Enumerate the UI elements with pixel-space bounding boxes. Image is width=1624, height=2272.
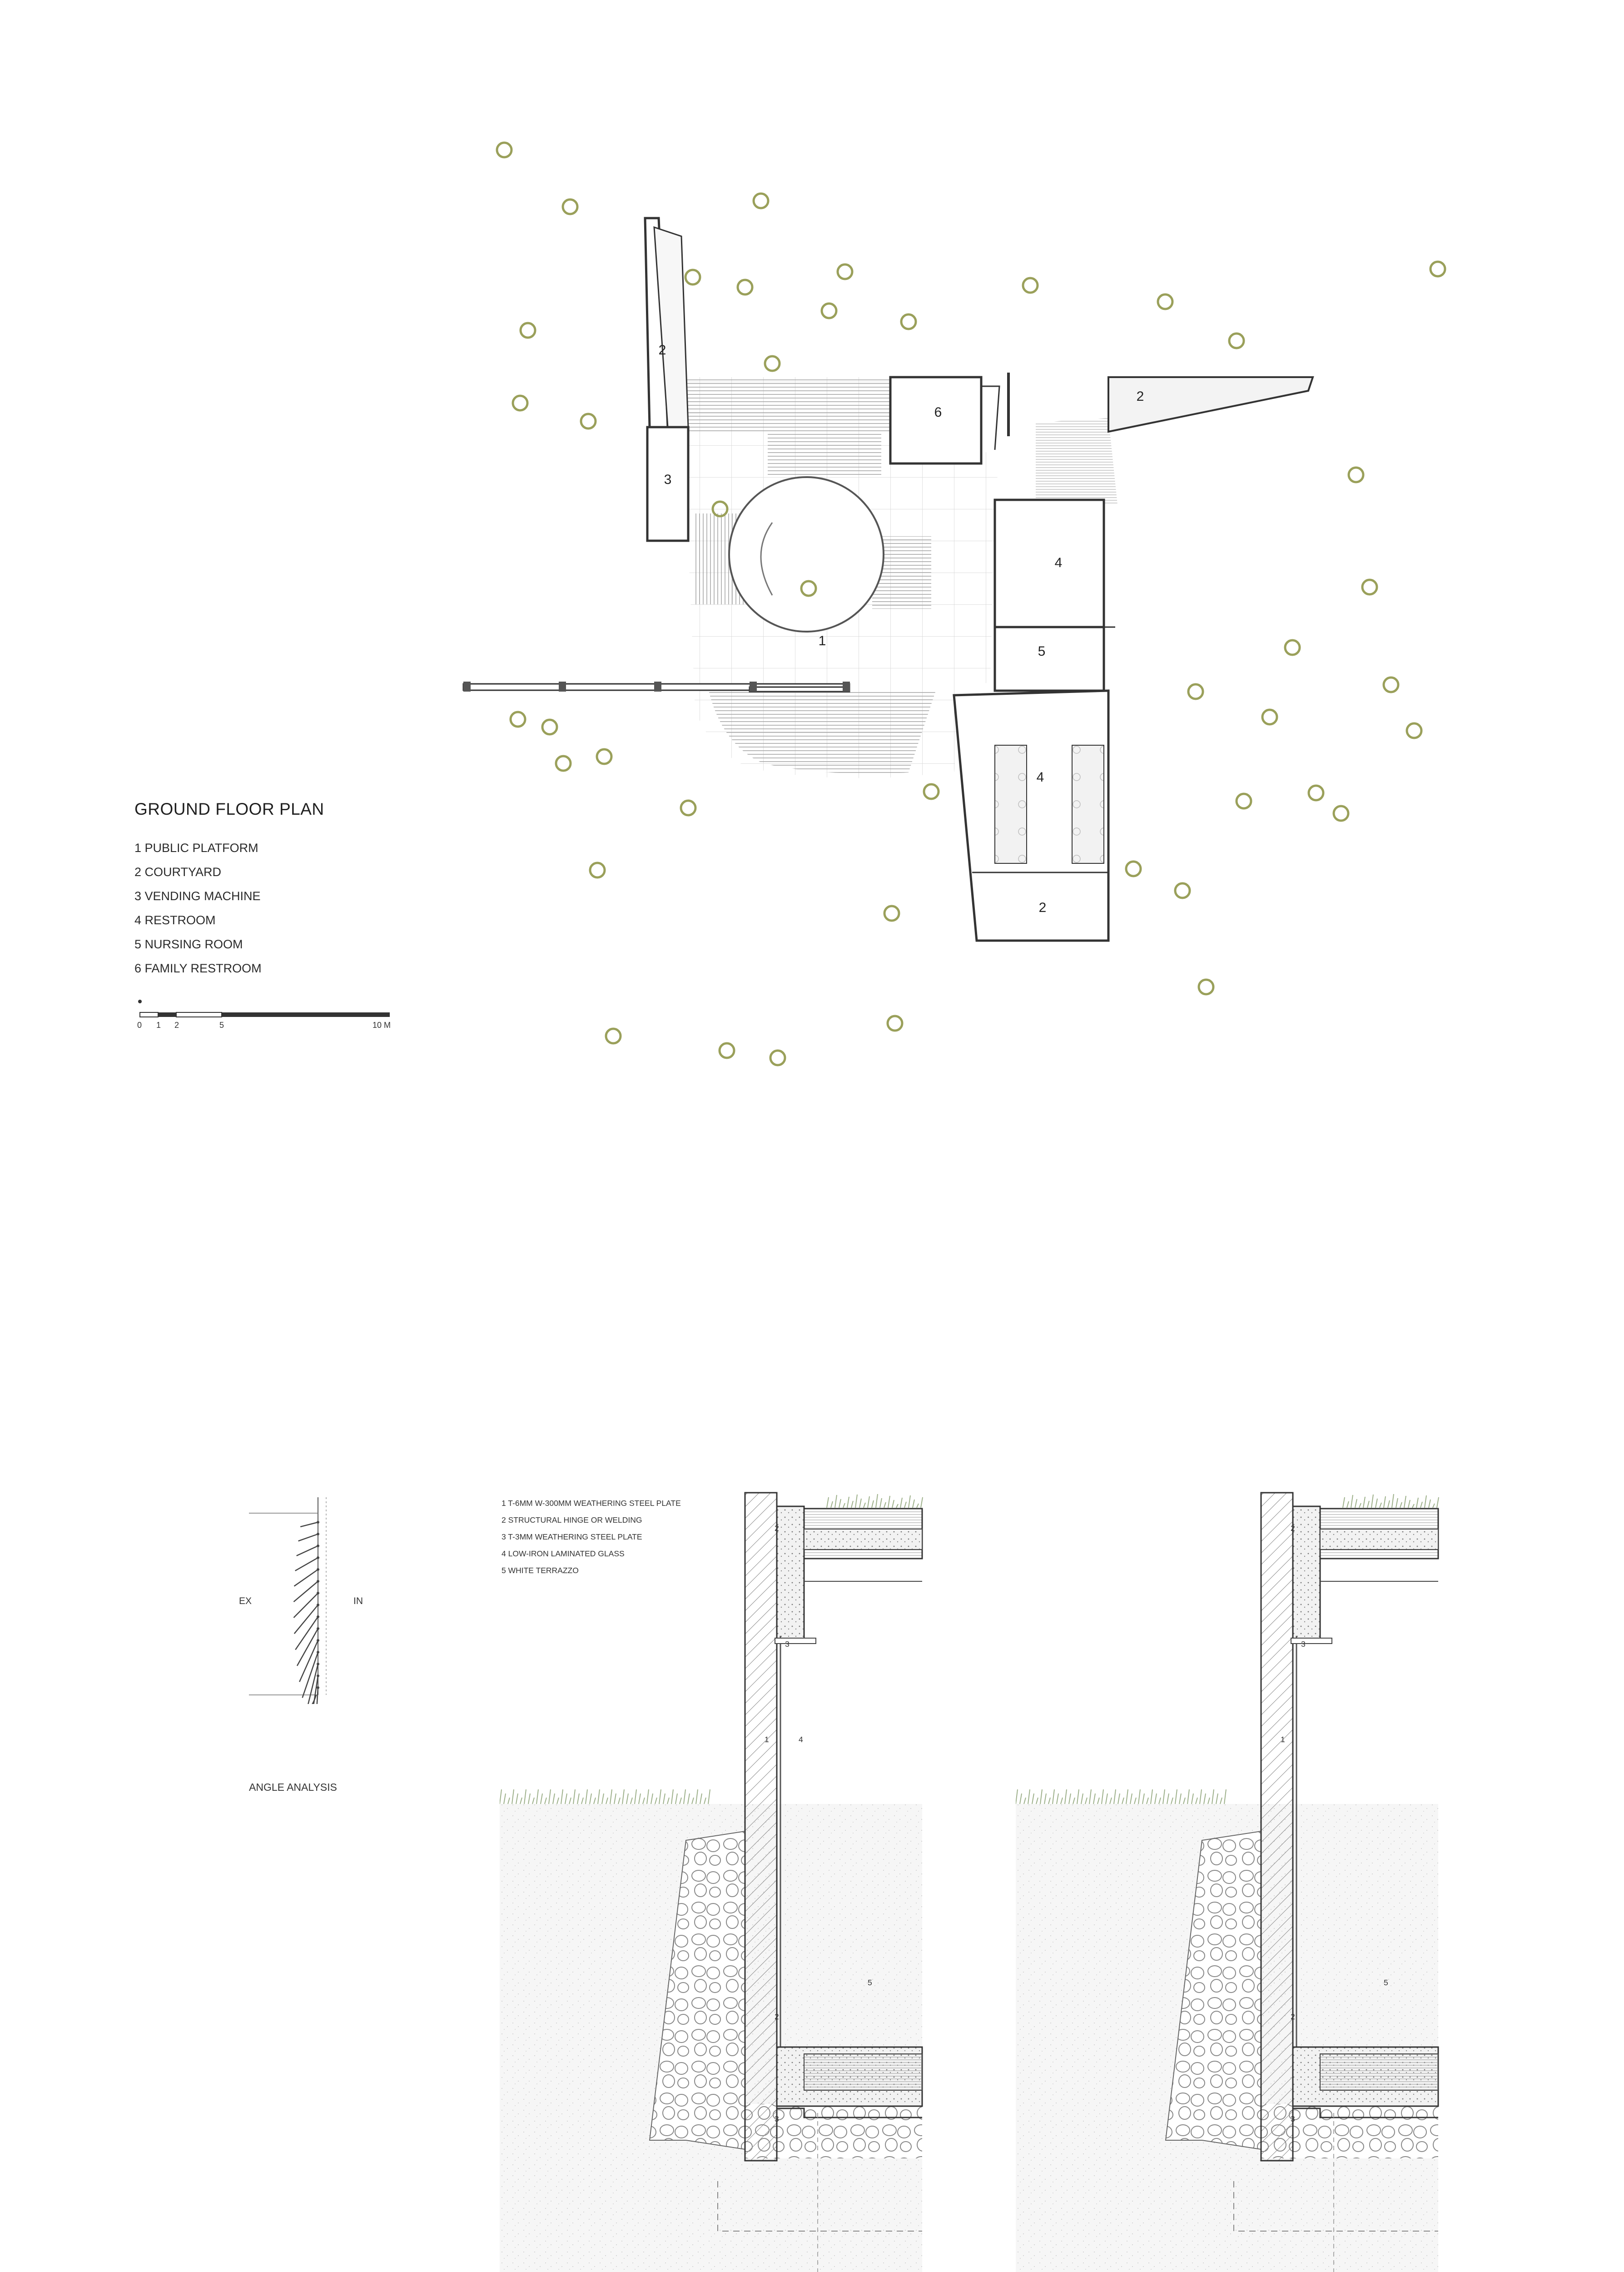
scale-label: 1 (156, 1021, 161, 1030)
tree-icon (720, 1043, 734, 1058)
label-nursing: 5 (1038, 644, 1046, 659)
tree-icon (563, 199, 577, 214)
tree-icon (765, 356, 780, 371)
hinge-point (317, 1521, 319, 1524)
in-label: IN (353, 1596, 363, 1606)
tree-icon (590, 863, 605, 877)
roof-beam (777, 1506, 804, 1643)
label-vending: 3 (664, 472, 672, 487)
tree-icon (1334, 806, 1348, 821)
legend-item: 2 COURTYARD (134, 865, 222, 879)
tree-icon (521, 323, 535, 338)
hinge-point (317, 1580, 319, 1583)
label-restroom-n: 4 (1054, 555, 1063, 570)
hinge-point (317, 1592, 319, 1594)
callout: 1 (765, 1735, 769, 1744)
fin-line (298, 1534, 318, 1541)
tree-icon (1349, 468, 1363, 482)
legend-item: 5 NURSING ROOM (134, 937, 243, 951)
callout: 5 (868, 1978, 872, 1987)
tree-icon (1023, 278, 1038, 293)
tree-icon (1237, 794, 1251, 808)
tree-icon (1285, 640, 1300, 655)
note-item: 3 T-3MM WEATHERING STEEL PLATE (502, 1532, 642, 1541)
roof-layer (1320, 1529, 1438, 1550)
label-courtyard-nw: 2 (658, 343, 666, 358)
tree-icon (924, 784, 939, 799)
fin-line (295, 1558, 318, 1571)
hinge-point (317, 1651, 319, 1654)
tree-icon (681, 801, 695, 815)
roof-beam (1293, 1506, 1320, 1643)
terrazzo-finish (804, 2054, 922, 2090)
hinge-point (317, 1686, 319, 1689)
tree-icon (1407, 723, 1421, 738)
ex-label: EX (239, 1596, 252, 1606)
plan-legend (134, 836, 262, 981)
ground-floor-plan-drawing (432, 114, 1499, 1113)
callout: 1 (1281, 1735, 1285, 1744)
fin-line (300, 1522, 318, 1527)
terrazzo-finish (1320, 2054, 1438, 2090)
fin-line (294, 1605, 318, 1634)
label-restroom-s: 4 (1036, 770, 1044, 785)
legend-item: 4 RESTROOM (134, 913, 216, 927)
tree-icon (1126, 862, 1141, 876)
steel-plate-top (775, 1638, 816, 1644)
tree-icon (1262, 710, 1277, 724)
callout: 2 (1291, 1524, 1295, 1533)
hinge-point (317, 1533, 319, 1535)
wall-section-left (500, 1486, 927, 2272)
callout: 2 (775, 2012, 779, 2021)
callout: 5 (1384, 1978, 1388, 1987)
tree-icon (770, 1051, 785, 1065)
callout: 3 (1301, 1639, 1306, 1649)
tree-icon (597, 749, 611, 764)
label-courtyard-s: 2 (1038, 900, 1047, 915)
note-item: 5 WHITE TERRAZZO (502, 1566, 579, 1575)
tree-icon (1384, 678, 1398, 692)
courtyard-void (729, 477, 884, 632)
hinge-point (317, 1627, 319, 1630)
tree-icon (1309, 786, 1323, 800)
angle-analysis-caption: ANGLE ANALYSIS (249, 1781, 337, 1793)
tree-icon (1188, 684, 1203, 699)
tree-icon (822, 304, 836, 318)
tree-icon (542, 720, 557, 734)
concrete-wall (1261, 1493, 1293, 2161)
label-family: 6 (934, 405, 942, 420)
tree-icon (511, 712, 525, 727)
tree-icon (901, 314, 916, 329)
hinge-point (317, 1545, 319, 1547)
callout: 2 (775, 1524, 779, 1533)
scale-label: 0 (137, 1021, 142, 1030)
tree-icon (1362, 580, 1377, 594)
scale-label: 2 (174, 1021, 179, 1030)
hinge-point (317, 1674, 319, 1677)
angle-analysis-diagram (223, 1495, 395, 1704)
scale-label: 5 (219, 1021, 224, 1030)
wall-section-right (1016, 1486, 1443, 2272)
tree-icon (888, 1016, 902, 1031)
concrete-wall (745, 1493, 777, 2161)
note-item: 2 STRUCTURAL HINGE OR WELDING (502, 1515, 642, 1525)
tree-icon (513, 396, 527, 410)
legend-item: 3 VENDING MACHINE (134, 889, 261, 903)
label-platform: 1 (818, 633, 826, 648)
legend-item: 1 PUBLIC PLATFORM (134, 841, 258, 855)
hinge-point (317, 1663, 319, 1665)
callout: 3 (1291, 2114, 1295, 2123)
tree-icon (1175, 883, 1190, 898)
tree-icon (685, 270, 700, 284)
tree-icon (1430, 262, 1445, 276)
callout: 4 (799, 1735, 803, 1744)
callout: 2 (1291, 2012, 1295, 2021)
roof-layer (804, 1529, 922, 1550)
tree-icon (884, 906, 899, 921)
plan-title: GROUND FLOOR PLAN (134, 800, 324, 818)
fin-line (295, 1617, 318, 1650)
fin-line (294, 1593, 318, 1618)
tree-icon (1199, 980, 1213, 994)
legend-item: 6 FAMILY RESTROOM (134, 962, 262, 975)
tree-icon (1158, 294, 1172, 309)
tree-icon (838, 264, 852, 279)
tree-icon (556, 756, 571, 771)
tree-icon (754, 194, 768, 208)
callout: 3 (775, 2114, 779, 2123)
scale-label: 10 M (372, 1021, 391, 1030)
hinge-point (317, 1639, 319, 1642)
fin-line (297, 1546, 318, 1556)
scale-bar (132, 995, 404, 1031)
tree-icon (497, 143, 512, 157)
tree-icon (738, 280, 752, 294)
note-item: 4 LOW-IRON LAMINATED GLASS (502, 1549, 625, 1558)
tree-icon (581, 414, 596, 428)
hinge-point (317, 1568, 319, 1571)
note-item: 1 T-6MM W-300MM WEATHERING STEEL PLATE (502, 1499, 681, 1508)
steel-plate-top (1291, 1638, 1332, 1644)
hinge-point (317, 1604, 319, 1606)
hinge-point (317, 1556, 319, 1559)
label-courtyard-ne: 2 (1136, 389, 1144, 404)
tree-icon (606, 1029, 621, 1043)
callout: 3 (785, 1639, 790, 1649)
hinge-point (317, 1615, 319, 1618)
tree-icon (1229, 334, 1244, 348)
